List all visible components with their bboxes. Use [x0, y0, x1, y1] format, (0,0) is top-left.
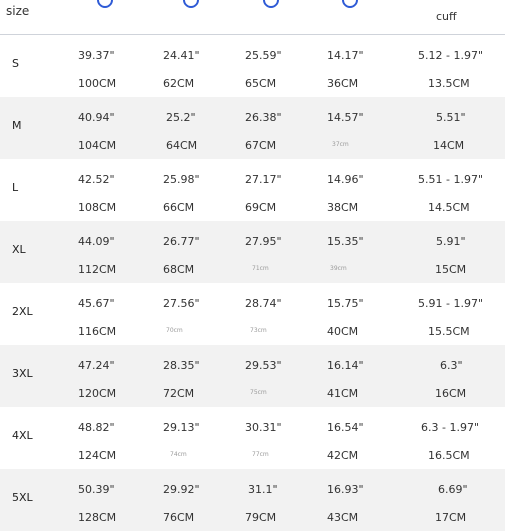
length-cm: 65CM — [245, 77, 277, 90]
size-label: 2XL — [12, 305, 33, 318]
cuff-cm: 17CM — [435, 511, 467, 524]
length-cm: 77cm — [252, 451, 269, 458]
length-cm: 75cm — [250, 389, 267, 396]
length-inch: 28.74" — [245, 297, 282, 310]
bust-cm: 104CM — [78, 139, 117, 152]
sleeve-cm: 70cm — [166, 327, 183, 334]
size-label: M — [12, 119, 22, 132]
shoulder-cm: 40CM — [327, 325, 359, 338]
shoulder-inch: 14.96" — [327, 173, 364, 186]
bust-inch: 39.37" — [78, 49, 115, 62]
shoulder-cm: 39cm — [330, 265, 347, 272]
bust-inch: 50.39" — [78, 483, 115, 496]
table-row — [0, 159, 505, 221]
bust-cm: 120CM — [78, 387, 117, 400]
table-row — [0, 283, 505, 345]
size-label: L — [12, 181, 19, 194]
cuff-inch: 5.91 - 1.97" — [418, 297, 484, 310]
length-inch: 31.1" — [248, 483, 278, 496]
shoulder-inch: 16.54" — [327, 421, 364, 434]
shoulder-inch: 16.14" — [327, 359, 364, 372]
cuff-inch: 6.3" — [440, 359, 463, 372]
bust-inch: 40.94" — [78, 111, 115, 124]
size-label: 4XL — [12, 429, 33, 442]
shoulder-cm: 36CM — [327, 77, 359, 90]
shoulder-inch: 14.57" — [327, 111, 364, 124]
bust-cm: 124CM — [78, 449, 117, 462]
cuff-cm: 15.5CM — [428, 325, 470, 338]
bust-cm: 108CM — [78, 201, 117, 214]
cuff-cm: 14CM — [433, 139, 465, 152]
sleeve-cm: 66CM — [163, 201, 195, 214]
shoulder-inch: 14.17" — [327, 49, 364, 62]
cuff-cm: 14.5CM — [428, 201, 470, 214]
table-row — [0, 407, 505, 469]
cuff-inch: 5.51 - 1.97" — [418, 173, 484, 186]
cuff-inch: 5.12 - 1.97" — [418, 49, 484, 62]
cuff-header: cuff — [436, 10, 457, 23]
cuff-cm: 16.5CM — [428, 449, 470, 462]
shoulder-cm: 38CM — [327, 201, 359, 214]
shoulder-inch: 15.75" — [327, 297, 364, 310]
measure-arc-icon — [180, 0, 203, 11]
length-cm: 67CM — [245, 139, 277, 152]
sleeve-inch: 29.13" — [163, 421, 200, 434]
sleeve-inch: 25.2" — [166, 111, 196, 124]
length-cm: 79CM — [245, 511, 277, 524]
sleeve-cm: 74cm — [170, 451, 187, 458]
shoulder-cm: 37cm — [332, 141, 349, 148]
cuff-cm: 16CM — [435, 387, 467, 400]
sleeve-inch: 25.98" — [163, 173, 200, 186]
measure-arc-icon — [339, 0, 362, 11]
shoulder-cm: 43CM — [327, 511, 359, 524]
measure-arc-icon — [260, 0, 283, 11]
length-inch: 30.31" — [245, 421, 282, 434]
table-row — [0, 345, 505, 407]
shoulder-inch: 15.35" — [327, 235, 364, 248]
measure-arc-icon — [94, 0, 117, 11]
table-row — [0, 469, 505, 531]
table-row — [0, 221, 505, 283]
bust-inch: 47.24" — [78, 359, 115, 372]
size-label: 3XL — [12, 367, 33, 380]
bust-cm: 116CM — [78, 325, 117, 338]
cuff-cm: 13.5CM — [428, 77, 470, 90]
sleeve-inch: 24.41" — [163, 49, 200, 62]
size-label: S — [12, 57, 19, 70]
bust-cm: 128CM — [78, 511, 117, 524]
sleeve-inch: 27.56" — [163, 297, 200, 310]
size-label: 5XL — [12, 491, 33, 504]
length-inch: 26.38" — [245, 111, 282, 124]
sleeve-cm: 72CM — [163, 387, 195, 400]
bust-inch: 45.67" — [78, 297, 115, 310]
shoulder-cm: 41CM — [327, 387, 359, 400]
cuff-cm: 15CM — [435, 263, 467, 276]
header-row — [0, 0, 505, 35]
sleeve-inch: 26.77" — [163, 235, 200, 248]
shoulder-cm: 42CM — [327, 449, 359, 462]
length-inch: 29.53" — [245, 359, 282, 372]
bust-inch: 48.82" — [78, 421, 115, 434]
shoulder-inch: 16.93" — [327, 483, 364, 496]
sleeve-cm: 64CM — [166, 139, 198, 152]
length-inch: 27.17" — [245, 173, 282, 186]
sleeve-cm: 62CM — [163, 77, 195, 90]
cuff-inch: 6.69" — [438, 483, 468, 496]
bust-cm: 100CM — [78, 77, 117, 90]
cuff-inch: 5.51" — [436, 111, 466, 124]
cuff-inch: 5.91" — [436, 235, 466, 248]
cuff-inch: 6.3 - 1.97" — [421, 421, 480, 434]
length-cm: 69CM — [245, 201, 277, 214]
length-inch: 25.59" — [245, 49, 282, 62]
sleeve-cm: 68CM — [163, 263, 195, 276]
bust-cm: 112CM — [78, 263, 117, 276]
length-inch: 27.95" — [245, 235, 282, 248]
table-row — [0, 35, 505, 97]
table-row — [0, 97, 505, 159]
length-cm: 73cm — [250, 327, 267, 334]
size-header: size — [6, 4, 30, 18]
length-cm: 71cm — [252, 265, 269, 272]
sleeve-inch: 28.35" — [163, 359, 200, 372]
bust-inch: 44.09" — [78, 235, 115, 248]
size-label: XL — [12, 243, 26, 256]
bust-inch: 42.52" — [78, 173, 115, 186]
sleeve-cm: 76CM — [163, 511, 195, 524]
sleeve-inch: 29.92" — [163, 483, 200, 496]
